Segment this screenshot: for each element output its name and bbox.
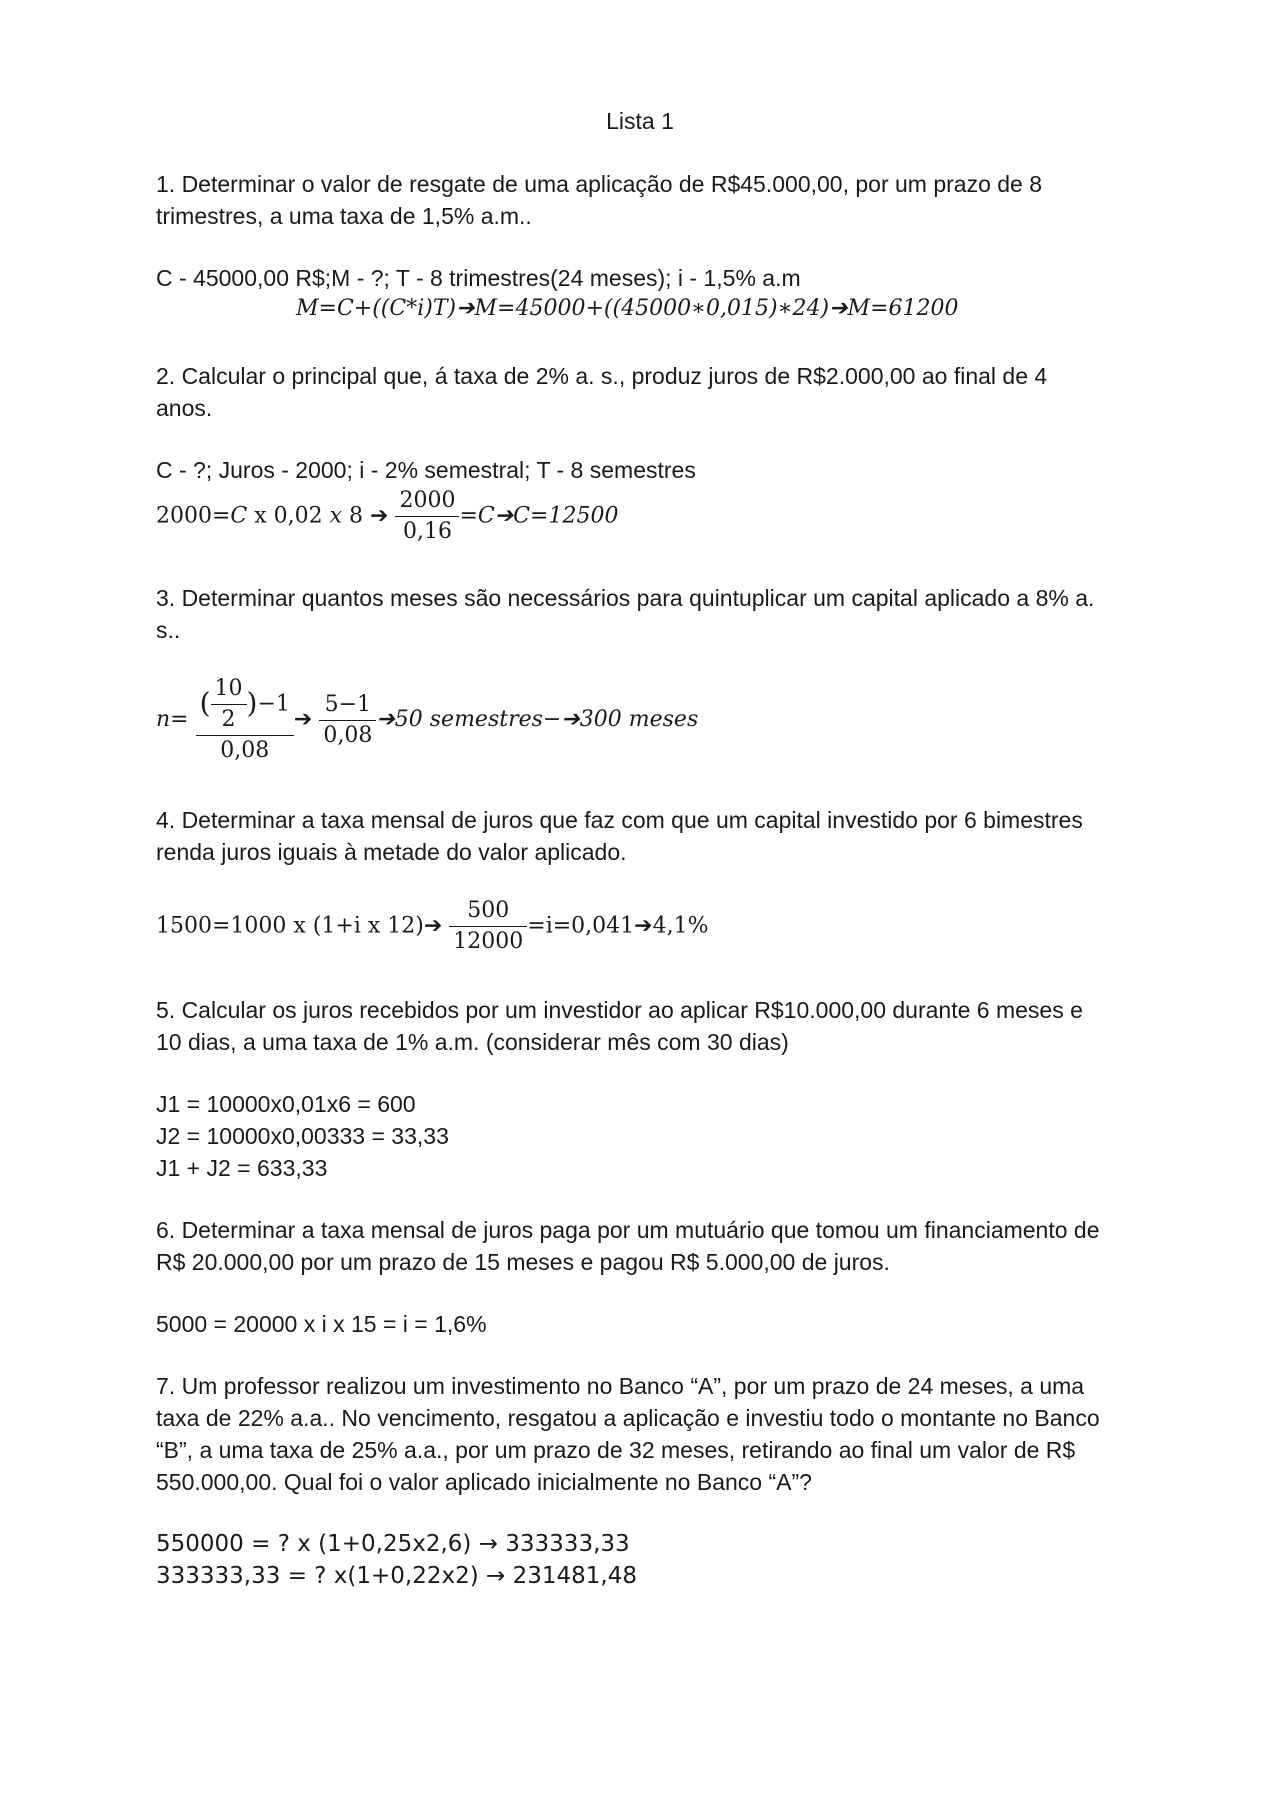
q2-formula-c: C bbox=[230, 503, 248, 529]
page-title: Lista 1 bbox=[606, 108, 674, 134]
q2-formula-x: x bbox=[329, 503, 343, 529]
q2-given: C - ?; Juros - 2000; i - 2% semestral; T - 8 semestres bbox=[156, 457, 696, 483]
q7-answer-line2: 333333,33 = ? x(1+0,22x2) → 231481,48 bbox=[156, 1563, 637, 1589]
q3-second-fraction bbox=[319, 690, 376, 751]
q3-right-paren: ) bbox=[246, 686, 258, 720]
q5-answer-line1: J1 = 10000x0,01x6 = 600 bbox=[156, 1091, 416, 1117]
q4-formula-right: =i=0,041➔4,1% bbox=[527, 913, 709, 939]
q6-text-line1: 6. Determinar a taxa mensal de juros paga por um mutuário que tomou um financiamento de bbox=[156, 1217, 1100, 1243]
q7-text-line2: taxa de 22% a.a.. No vencimento, resgatou a aplicação e investiu todo o montante no Banco bbox=[156, 1405, 1100, 1431]
q3-left-paren: ( bbox=[199, 686, 211, 720]
q6-text-line2: R$ 20.000,00 por um prazo de 15 meses e pagou R$ 5.000,00 de juros. bbox=[156, 1249, 890, 1275]
q5-answer-line2: J2 = 10000x0,00333 = 33,33 bbox=[156, 1123, 449, 1149]
q3-arrow: ➔ bbox=[293, 707, 313, 732]
q1-text-line1: 1. Determinar o valor de resgate de uma aplicação de R$45.000,00, por um prazo de 8 bbox=[156, 171, 1043, 197]
q4-formula bbox=[156, 896, 708, 957]
q5-answer-line3: J1 + J2 = 633,33 bbox=[156, 1155, 328, 1181]
q2-text-line2: anos. bbox=[156, 395, 213, 421]
q1-given: C - 45000,00 R$;M - ?; T - 8 trimestres(24 meses); i - 1,5% a.m bbox=[156, 265, 801, 291]
q5-text-line2: 10 dias, a uma taxa de 1% a.m. (considerar mês com 30 dias) bbox=[156, 1029, 789, 1055]
q3-second-numerator: 5−1 bbox=[319, 690, 376, 721]
q2-formula-mid: x 0,02 bbox=[247, 503, 330, 529]
q3-outer-numerator bbox=[196, 674, 294, 736]
q2-formula bbox=[156, 486, 618, 547]
q1-formula: M=C+((C*i)T)➔M=45000+((45000∗0,015)∗24)➔M=61200 bbox=[296, 296, 959, 321]
q2-formula-eight: 8 ➔ bbox=[342, 503, 389, 529]
q2-fraction-denominator: 0,16 bbox=[402, 519, 452, 544]
q3-second-denominator: 0,08 bbox=[323, 722, 373, 748]
q3-text-line2: s.. bbox=[156, 617, 181, 643]
q4-text-line1: 4. Determinar a taxa mensal de juros que faz com que um capital investido por 6 bimestres bbox=[156, 807, 1083, 833]
q3-inner-numerator: 10 bbox=[211, 674, 247, 705]
q4-fraction bbox=[449, 896, 527, 957]
q2-fraction bbox=[395, 486, 459, 547]
q4-fraction-numerator: 500 bbox=[449, 896, 527, 927]
q4-formula-left: 1500=1000 x (1+i x 12)➔ bbox=[156, 913, 443, 939]
q4-fraction-denominator: 12000 bbox=[453, 929, 524, 954]
q4-text-line2: renda juros iguais à metade do valor aplicado. bbox=[156, 839, 627, 865]
q3-formula bbox=[156, 674, 698, 766]
q7-answer-line1: 550000 = ? x (1+0,25x2,6) → 333333,33 bbox=[156, 1531, 630, 1557]
q6-answer: 5000 = 20000 x i x 15 = i = 1,6% bbox=[156, 1311, 487, 1337]
q7-text-line1: 7. Um professor realizou um investimento no Banco “A”, por um prazo de 24 meses, a uma bbox=[156, 1373, 1085, 1399]
q3-outer-denominator: 0,08 bbox=[220, 738, 270, 763]
q2-text-line1: 2. Calcular o principal que, á taxa de 2% a. s., produz juros de R$2.000,00 ao final de 4 bbox=[156, 363, 1048, 389]
q3-text-line1: 3. Determinar quantos meses são necessários para quintuplicar um capital aplicado a 8% a. bbox=[156, 585, 1095, 611]
q7-text-line4: 550.000,00. Qual foi o valor aplicado inicialmente no Banco “A”? bbox=[156, 1469, 812, 1495]
q1-text-line2: trimestres, a uma taxa de 1,5% a.m.. bbox=[156, 203, 532, 229]
q3-formula-tail: ➔50 semestres−➔300 meses bbox=[376, 707, 699, 732]
q2-formula-right: =C➔C=12500 bbox=[459, 503, 619, 529]
q3-formula-n: n= bbox=[156, 707, 189, 732]
q3-inner-denominator: 2 bbox=[221, 707, 236, 732]
q3-inner-fraction bbox=[211, 674, 247, 735]
q7-text-line3: “B”, a uma taxa de 25% a.a., por um prazo de 32 meses, retirando ao final um valor de R$ bbox=[156, 1437, 1076, 1463]
q2-formula-left: 2000= bbox=[156, 503, 231, 529]
q3-minus-one: −1 bbox=[257, 691, 290, 717]
q5-text-line1: 5. Calcular os juros recebidos por um investidor ao aplicar R$10.000,00 durante 6 meses e bbox=[156, 997, 1083, 1023]
q3-outer-fraction bbox=[196, 674, 294, 766]
q2-fraction-numerator: 2000 bbox=[395, 486, 459, 517]
